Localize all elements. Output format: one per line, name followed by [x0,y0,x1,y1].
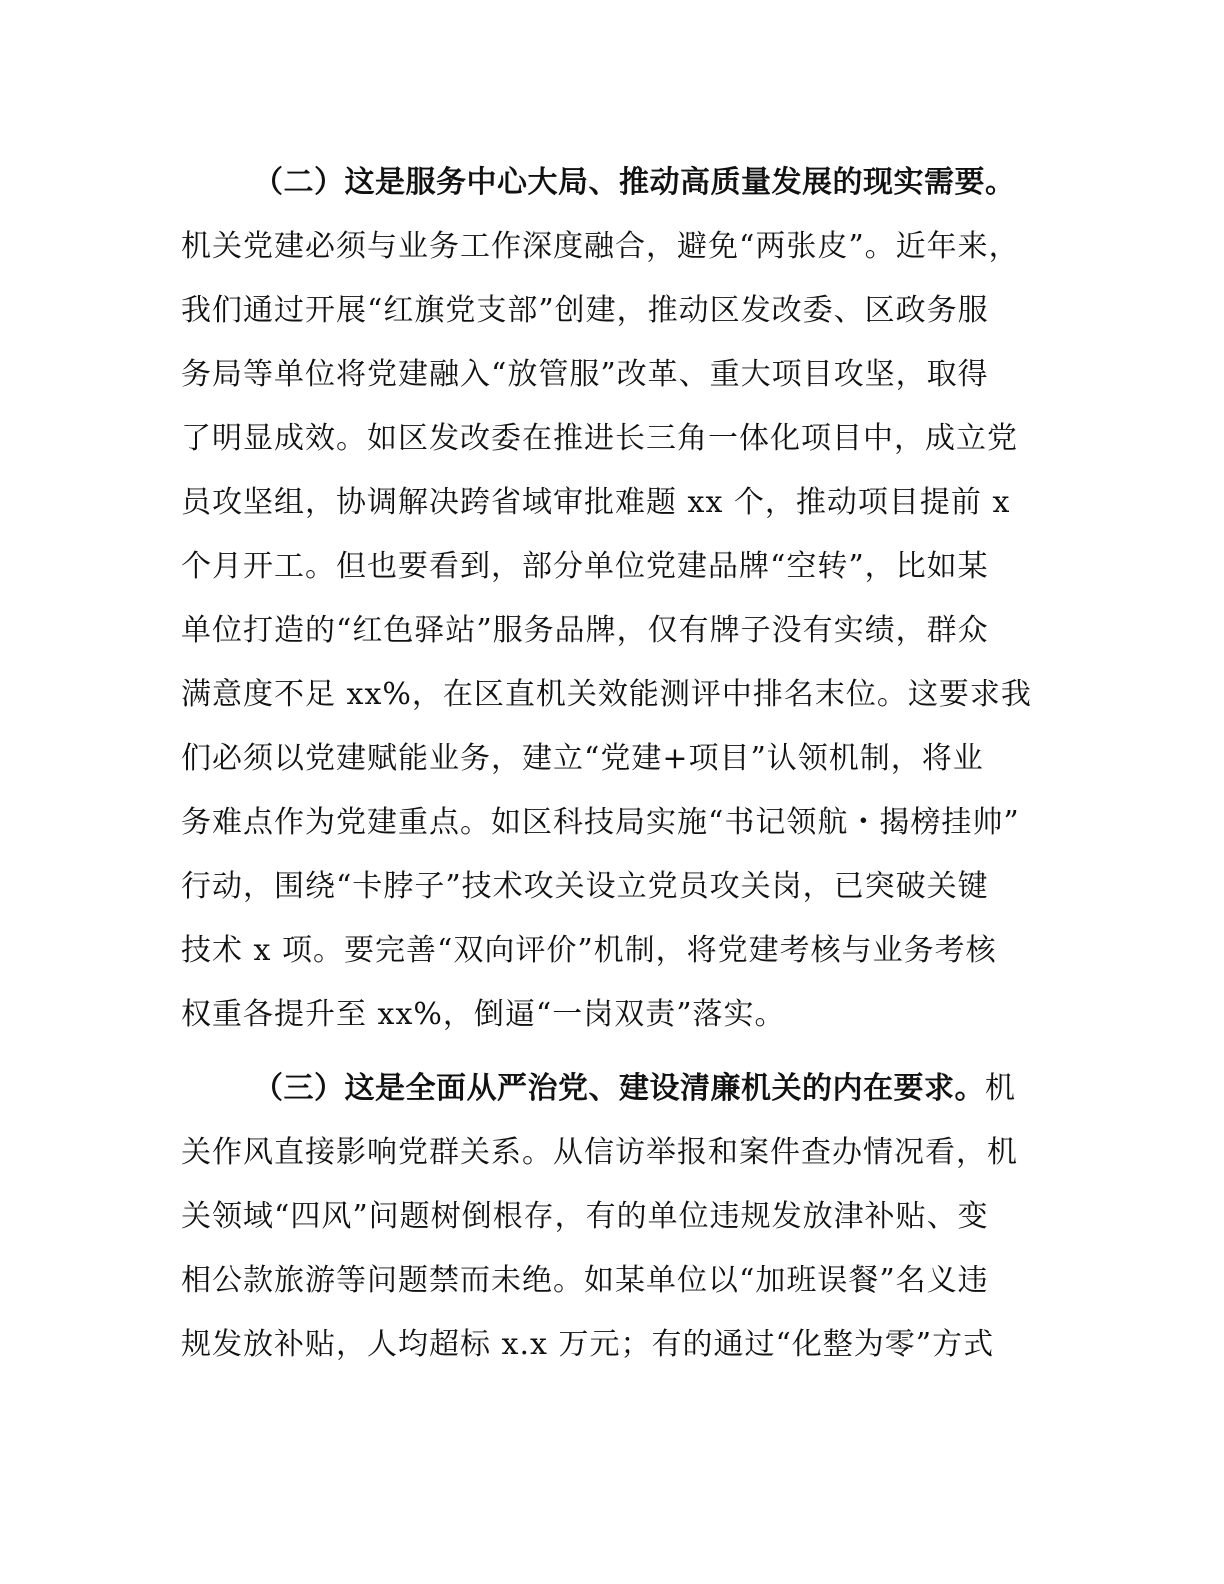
paragraph-line: 单位打造的“红色驿站”服务品牌，仅有牌子没有实绩，群众 [181,613,989,648]
section-2-heading-line [253,163,1061,203]
paragraph-line: 们必须以党建赋能业务，建立“党建+项目”认领机制，将业 [181,741,984,776]
section-3-heading-line [253,1069,1061,1109]
paragraph-line: 关领域“四风”问题树倒根存，有的单位违规发放津补贴、变 [181,1199,989,1234]
paragraph-line: 规发放补贴，人均超标 x.x 万元；有的通过“化整为零”方式 [181,1327,995,1362]
paragraph-line: 务局等单位将党建融入“放管服”改革、重大项目攻坚，取得 [181,357,989,392]
paragraph-line: 权重各提升至 xx%，倒逼“一岗双责”落实。 [181,997,786,1032]
paragraph-line: 关作风直接影响党群关系。从信访举报和案件查办情况看，机 [181,1135,1018,1170]
paragraph-line: 技术 x 项。要完善“双向评价”机制，将党建考核与业务考核 [181,933,997,968]
paragraph-line: 员攻坚组，协调解决跨省域审批难题 xx 个，推动项目提前 x [181,485,1011,520]
paragraph-line: 行动，围绕“卡脖子”技术攻关设立党员攻关岗，已突破关键 [181,869,989,904]
paragraph-line: 务难点作为党建重点。如区科技局实施“书记领航・揭榜挂帅” [181,805,1020,840]
paragraph-line: 了明显成效。如区发改委在推进长三角一体化项目中，成立党 [181,421,1018,456]
section-3-heading: （三）这是全面从严治党、建设清廉机关的内在要求。 [253,1071,985,1106]
paragraph-line: 我们通过开展“红旗党支部”创建，推动区发改委、区政务服 [181,293,989,328]
section-3-heading-tail: 机 [985,1071,1016,1106]
paragraph-line: 相公款旅游等问题禁而未绝。如某单位以“加班误餐”名义违 [181,1263,989,1298]
paragraph-line: 机关党建必须与业务工作深度融合，避免“两张皮”。近年来， [181,229,1020,264]
paragraph-line: 满意度不足 xx%，在区直机关效能测评中排名末位。这要求我 [181,677,1032,712]
section-2-heading: （二）这是服务中心大局、推动高质量发展的现实需要。 [253,165,1016,200]
paragraph-line: 个月开工。但也要看到，部分单位党建品牌“空转”，比如某 [181,549,989,584]
